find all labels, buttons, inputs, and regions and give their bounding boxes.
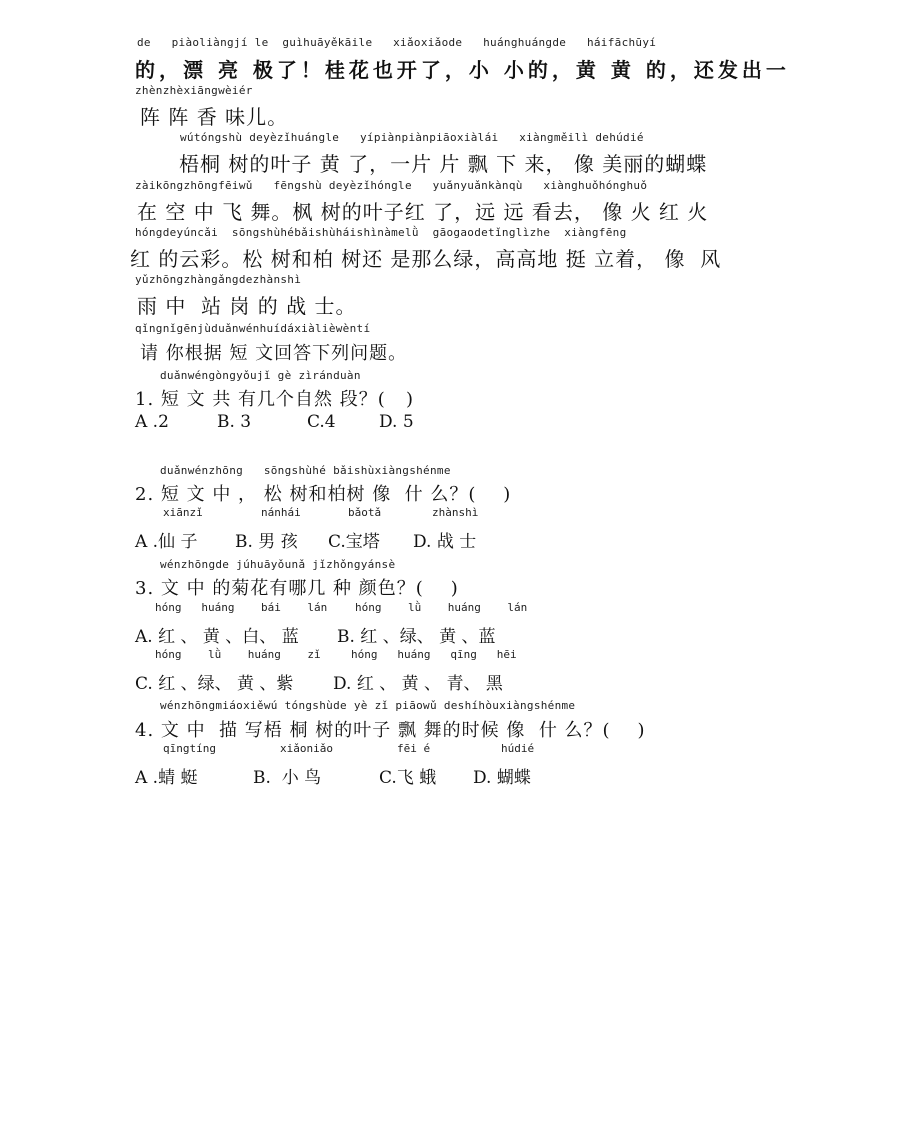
question-1-pinyin: duǎnwéngòngyǒujǐ gè zìránduàn	[160, 369, 361, 382]
option-a[interactable]: A. 红 、 黄 、白、 蓝	[135, 627, 299, 647]
question-2-pinyin: duǎnwénzhōng sōngshùhé bǎishùxiàngshénme	[160, 464, 451, 477]
passage-line-1-text: 的，漂 亮 极了！桂花也开了，小 小的，黄 黄 的，还发出一	[135, 58, 790, 82]
question-3-text: 3. 文 中 的菊花有哪几 种 颜色？( )	[135, 578, 459, 599]
option-d-pinyin: zhànshì	[432, 506, 479, 519]
option-d[interactable]: D. 5	[379, 412, 414, 432]
passage-line-3-pinyin: wútóngshù deyèzǐhuángle yípiànpiànpiāoxiàlái xiàngměilì dehúdié	[180, 131, 644, 144]
option-c-pinyin: bǎotǎ	[348, 506, 382, 519]
option-d[interactable]: D. 红 、 黄 、 青、 黑	[333, 674, 503, 694]
option-c[interactable]: C.宝塔	[328, 532, 380, 552]
option-a[interactable]: A .蜻 蜓	[135, 768, 198, 788]
passage-line-5-text: 红 的云彩。松 树和柏 树还 是那么绿，高高地 挺 立着， 像 风	[130, 247, 722, 271]
instruction-text: 请 你根据 短 文回答下列问题。	[140, 343, 408, 364]
option-a-pinyin: qīngtíng	[163, 742, 216, 755]
option-a[interactable]: A .仙 子	[135, 532, 198, 552]
question-4-text: 4. 文 中 描 写梧 桐 树的叶子 飘 舞的时候 像 什 么？( )	[135, 720, 646, 741]
option-b[interactable]: B. 红 、绿、 黄 、蓝	[337, 627, 496, 647]
option-c[interactable]: C.4	[307, 412, 336, 432]
passage-line-6-text: 雨 中 站 岗 的 战 士。	[137, 294, 357, 318]
option-c-pinyin: hóng lǜ huáng zǐ	[155, 648, 321, 661]
option-a[interactable]: A .2	[135, 412, 169, 432]
option-d[interactable]: D. 蝴蝶	[473, 768, 531, 788]
option-b-pinyin: hóng lǜ huáng lán	[355, 601, 528, 614]
option-c-pinyin: fēi é	[397, 742, 431, 755]
option-b[interactable]: B. 3	[217, 412, 252, 432]
option-b-pinyin: xiǎoniǎo	[280, 742, 333, 755]
option-d-pinyin: húdié	[501, 742, 535, 755]
option-a-pinyin: xiānzǐ	[163, 506, 203, 519]
option-c[interactable]: C.飞 蛾	[379, 768, 437, 788]
question-3-pinyin: wénzhōngde júhuāyǒunǎ jǐzhǒngyánsè	[160, 558, 396, 571]
passage-line-4-pinyin: zàikōngzhōngfēiwǔ fēngshù deyèzǐhóngle yuǎnyuǎnkànqù xiànghuǒhónghuǒ	[135, 179, 648, 192]
instruction-pinyin: qǐngnǐgēnjùduǎnwénhuídáxiàlièwèntí	[135, 322, 371, 335]
passage-line-3-text: 梧桐 树的叶子 黄 了，一片 片 飘 下 来， 像 美丽的蝴蝶	[179, 152, 708, 176]
passage-line-2-text: 阵 阵 香 味儿。	[140, 105, 289, 129]
option-d[interactable]: D. 战 士	[413, 532, 477, 552]
passage-line-4-text: 在 空 中 飞 舞。枫 树的叶子红 了，远 远 看去， 像 火 红 火	[137, 200, 709, 224]
question-1-text: 1. 短 文 共 有几个自然 段？( )	[135, 389, 414, 410]
option-d-pinyin: hóng huáng qīng hēi	[351, 648, 517, 661]
passage-line-6-pinyin: yǔzhōngzhàngǎngdezhànshì	[135, 273, 302, 286]
option-b[interactable]: B. 小 鸟	[253, 768, 322, 788]
option-a-pinyin: hóng huáng bái lán	[155, 601, 328, 614]
passage-line-5-pinyin: hóngdeyúncǎi sōngshùhébǎishùháishìnàmelǜ gāogaodetǐnglìzhe xiàngfēng	[135, 226, 627, 239]
option-b[interactable]: B. 男 孩	[235, 532, 298, 552]
question-4-pinyin: wénzhōngmiáoxiěwú tóngshùde yè zǐ piāowǔ deshíhòuxiàngshénme	[160, 699, 576, 712]
passage-line-2-pinyin: zhènzhèxiāngwèiér	[135, 84, 253, 97]
option-b-pinyin: nánhái	[261, 506, 301, 519]
option-c[interactable]: C. 红 、绿、 黄 、紫	[135, 674, 294, 694]
passage-line-1-pinyin: de piàoliàngjí le guìhuāyěkāile xiǎoxiǎode huánghuángde háifāchūyí	[137, 36, 657, 49]
question-2-text: 2. 短 文 中 ， 松 树和柏树 像 什 么？( )	[135, 484, 512, 505]
